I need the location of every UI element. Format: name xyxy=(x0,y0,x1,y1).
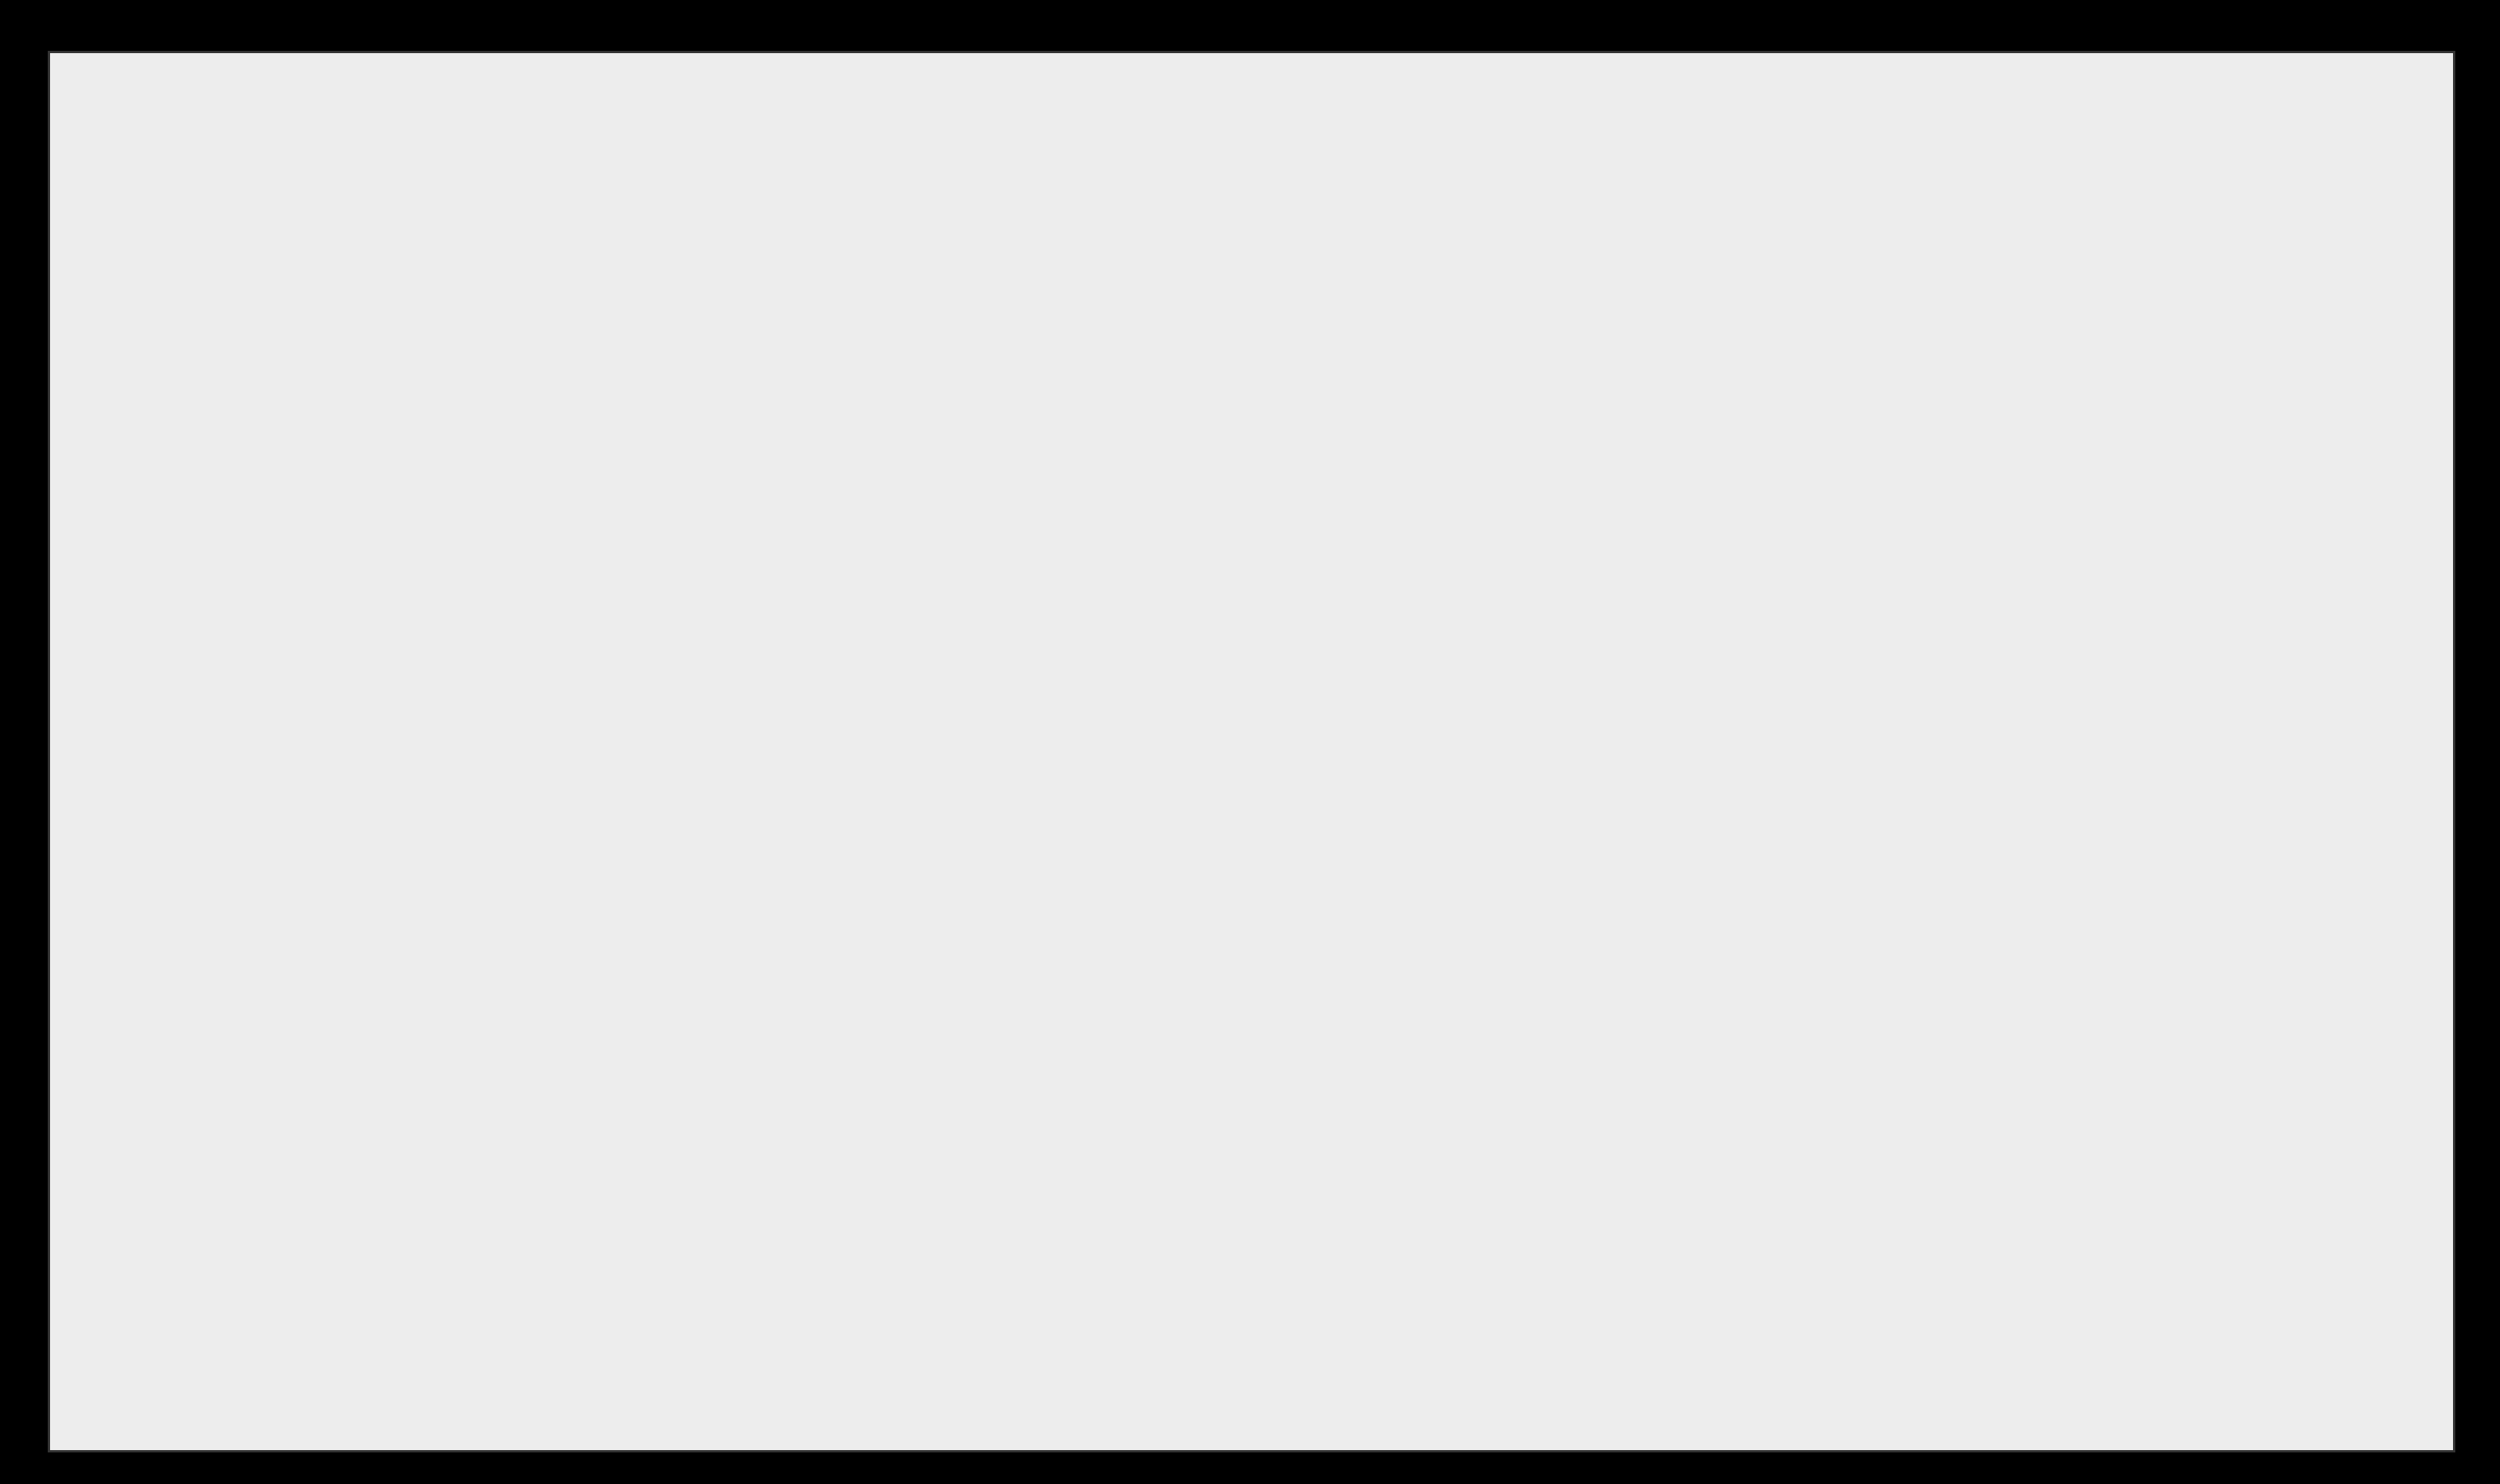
middle-section xyxy=(50,415,2455,927)
census-card xyxy=(48,51,2455,1452)
crops-table xyxy=(50,53,2455,415)
lease-table xyxy=(50,927,2455,1452)
